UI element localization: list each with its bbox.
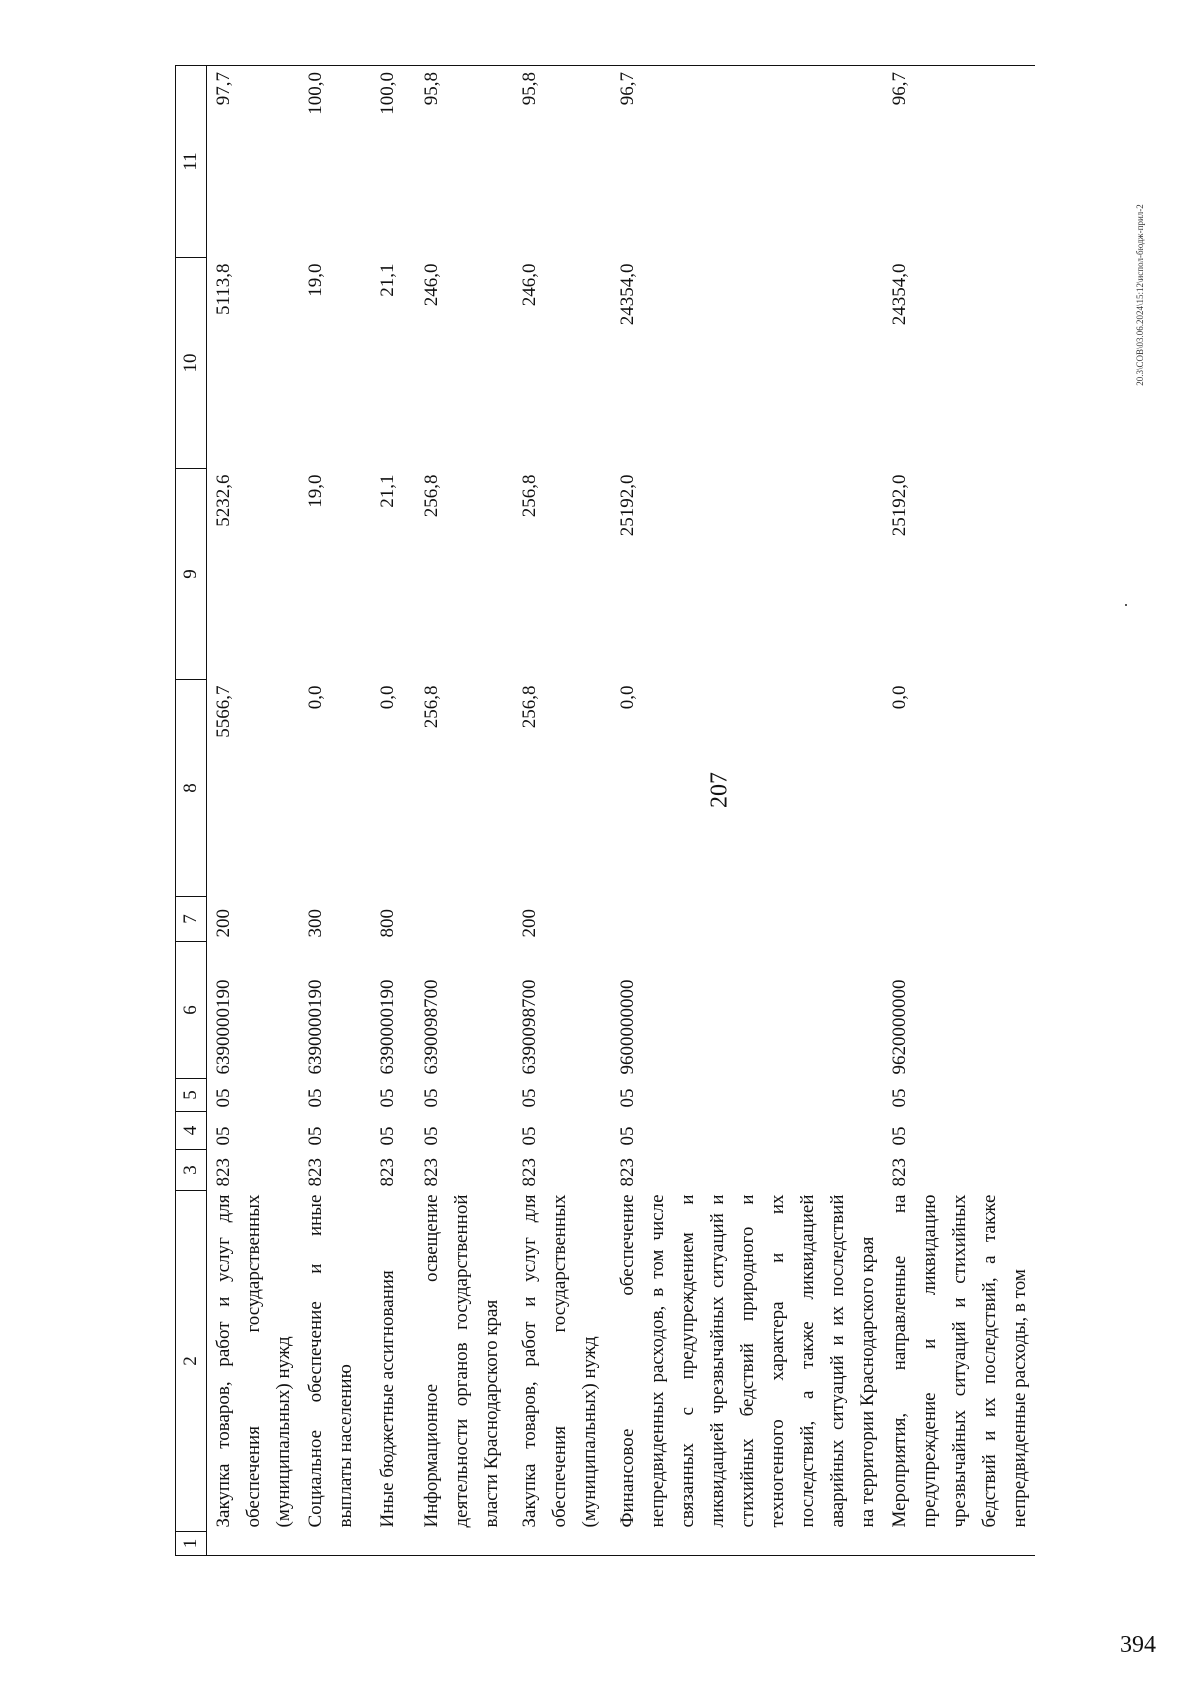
target-article-cell: 6390098700 [519,979,540,1075]
section-code-cell: 05 [421,1126,442,1146]
executed-amount-cell: 19,0 [305,263,326,297]
expense-type-cell: 300 [305,909,326,938]
table-row [299,66,371,1556]
section-code-cell: 05 [519,1126,540,1146]
approved-amount-cell: 5566,7 [213,685,234,738]
row-number-cell [299,1532,371,1556]
table-row [371,66,415,1556]
subsection-code-cell: 05 [617,1088,638,1108]
expense-type-cell [883,897,1035,942]
execution-percent-cell: 100,0 [299,66,371,258]
page-number: 207 [706,772,733,808]
row-number-cell [415,1532,513,1556]
row-number-cell [611,1532,883,1556]
approved-amount-cell: 0,0 [305,685,326,710]
subsection-code-cell: 05 [889,1088,910,1108]
header-cell: 8 [176,680,207,897]
header-cell: 10 [176,258,207,469]
header-cell: 4 [176,1112,207,1150]
table-row [207,66,300,1556]
target-article-cell: 6390000190 [213,979,234,1075]
row-number-cell [883,1532,1035,1556]
expense-name-cell: Закупка товаров, работ и услуг для обеспечения государственных (муниципальных) нужд [519,1194,600,1528]
execution-percent-cell: 95,8 [415,66,513,258]
target-article-cell: 6390000190 [377,979,398,1075]
subsection-code-cell: 05 [377,1088,398,1108]
budget-expenditure-table [175,65,1035,1556]
executed-amount-cell: 246,0 [421,263,442,307]
section-code-cell: 05 [377,1126,398,1146]
ministry-code-cell: 823 [421,1158,442,1187]
subsection-code-cell: 05 [213,1088,234,1108]
header-cell: 5 [176,1079,207,1112]
expense-name-cell: Финансовое обеспечение непредвиденных расходов, в том числе связанных с предупреждением и ликвидацией чрезвычайных ситуаций и стихийных бедствий природного и техногенного характера и их последствий, а также ликвидацией аварийных ситуаций и их последствий на территории Краснодарского края [617,1194,878,1528]
header-cell: 1 [176,1532,207,1556]
updated-amount-cell: 256,8 [421,474,442,518]
expense-type-cell: 200 [213,909,234,938]
approved-amount-cell: 0,0 [889,685,910,710]
expense-name-cell: Социальное обеспечение и иные выплаты населению [305,1194,356,1528]
target-article-cell: 9620000000 [889,979,910,1075]
budget-table-rotated [175,66,1190,1556]
updated-amount-cell: 5232,6 [213,474,234,527]
table-row [883,66,1035,1556]
updated-amount-cell: 256,8 [519,474,540,518]
expense-name-cell: Мероприятия, направленные на предупреждение и ликвидацию чрезвычайных ситуаций и стихийных бедствий и их последствий, а также непредвиденные расходы, в том [889,1194,1030,1528]
header-cell: 2 [176,1191,207,1532]
updated-amount-cell: 25192,0 [889,474,910,537]
section-code-cell: 05 [617,1126,638,1146]
header-cell: 11 [176,66,207,258]
expense-name-cell: Иные бюджетные ассигнования [377,1270,398,1528]
sheet-number: 394 [1120,1632,1156,1658]
updated-amount-cell: 25192,0 [617,474,638,537]
target-article-cell: 6390000190 [305,979,326,1075]
execution-percent-cell: 100,0 [371,66,415,258]
updated-amount-cell: 21,1 [377,474,398,508]
expense-name-cell: Закупка товаров, работ и услуг для обеспечения государственных (муниципальных) нужд [213,1194,294,1528]
executed-amount-cell: 246,0 [519,263,540,307]
footer-file-stamp: 20.3\СОВ\03.06.2024\15:12\испол-бюдж-прил-2 [1135,204,1145,386]
subsection-code-cell: 05 [421,1088,442,1108]
ministry-code-cell: 823 [617,1158,638,1187]
expense-type-cell [415,897,513,942]
approved-amount-cell: 256,8 [519,685,540,729]
budget-table-container [175,66,1190,1556]
execution-percent-cell: 96,7 [883,66,1035,258]
execution-percent-cell: 95,8 [513,66,611,258]
header-cell: 3 [176,1150,207,1191]
row-number-cell [371,1532,415,1556]
ministry-code-cell: 823 [519,1158,540,1187]
section-code-cell: 05 [213,1126,234,1146]
ministry-code-cell: 823 [305,1158,326,1187]
executed-amount-cell: 5113,8 [213,263,234,316]
subsection-code-cell: 05 [305,1088,326,1108]
executed-amount-cell: 24354,0 [889,263,910,326]
updated-amount-cell: 19,0 [305,474,326,508]
header-cell: 6 [176,942,207,1079]
expense-type-cell [611,897,883,942]
approved-amount-cell: 256,8 [421,685,442,729]
target-article-cell: 6390098700 [421,979,442,1075]
expense-name-cell: Информационное освещение деятельности органов государственной власти Краснодарского края [421,1194,502,1528]
executed-amount-cell: 21,1 [377,263,398,297]
subsection-code-cell: 05 [519,1088,540,1108]
ministry-code-cell: 823 [213,1158,234,1187]
target-article-cell: 9600000000 [617,979,638,1075]
table-row [513,66,611,1556]
section-code-cell: 05 [889,1126,910,1146]
table-row [611,66,883,1556]
table-body [207,66,1036,1556]
expense-type-cell: 800 [377,909,398,938]
header-cell: 7 [176,897,207,942]
table-header [176,66,207,1556]
approved-amount-cell: 0,0 [617,685,638,710]
expense-type-cell: 200 [519,909,540,938]
execution-percent-cell: 97,7 [207,66,300,258]
executed-amount-cell: 24354,0 [617,263,638,326]
section-code-cell: 05 [305,1126,326,1146]
approved-amount-cell: 0,0 [377,685,398,710]
header-row [176,66,207,1556]
execution-percent-cell: 96,7 [611,66,883,258]
table-row [415,66,513,1556]
row-number-cell [513,1532,611,1556]
header-cell: 9 [176,469,207,680]
ministry-code-cell: 823 [889,1158,910,1187]
ministry-code-cell: 823 [377,1158,398,1187]
row-number-cell [207,1532,300,1556]
